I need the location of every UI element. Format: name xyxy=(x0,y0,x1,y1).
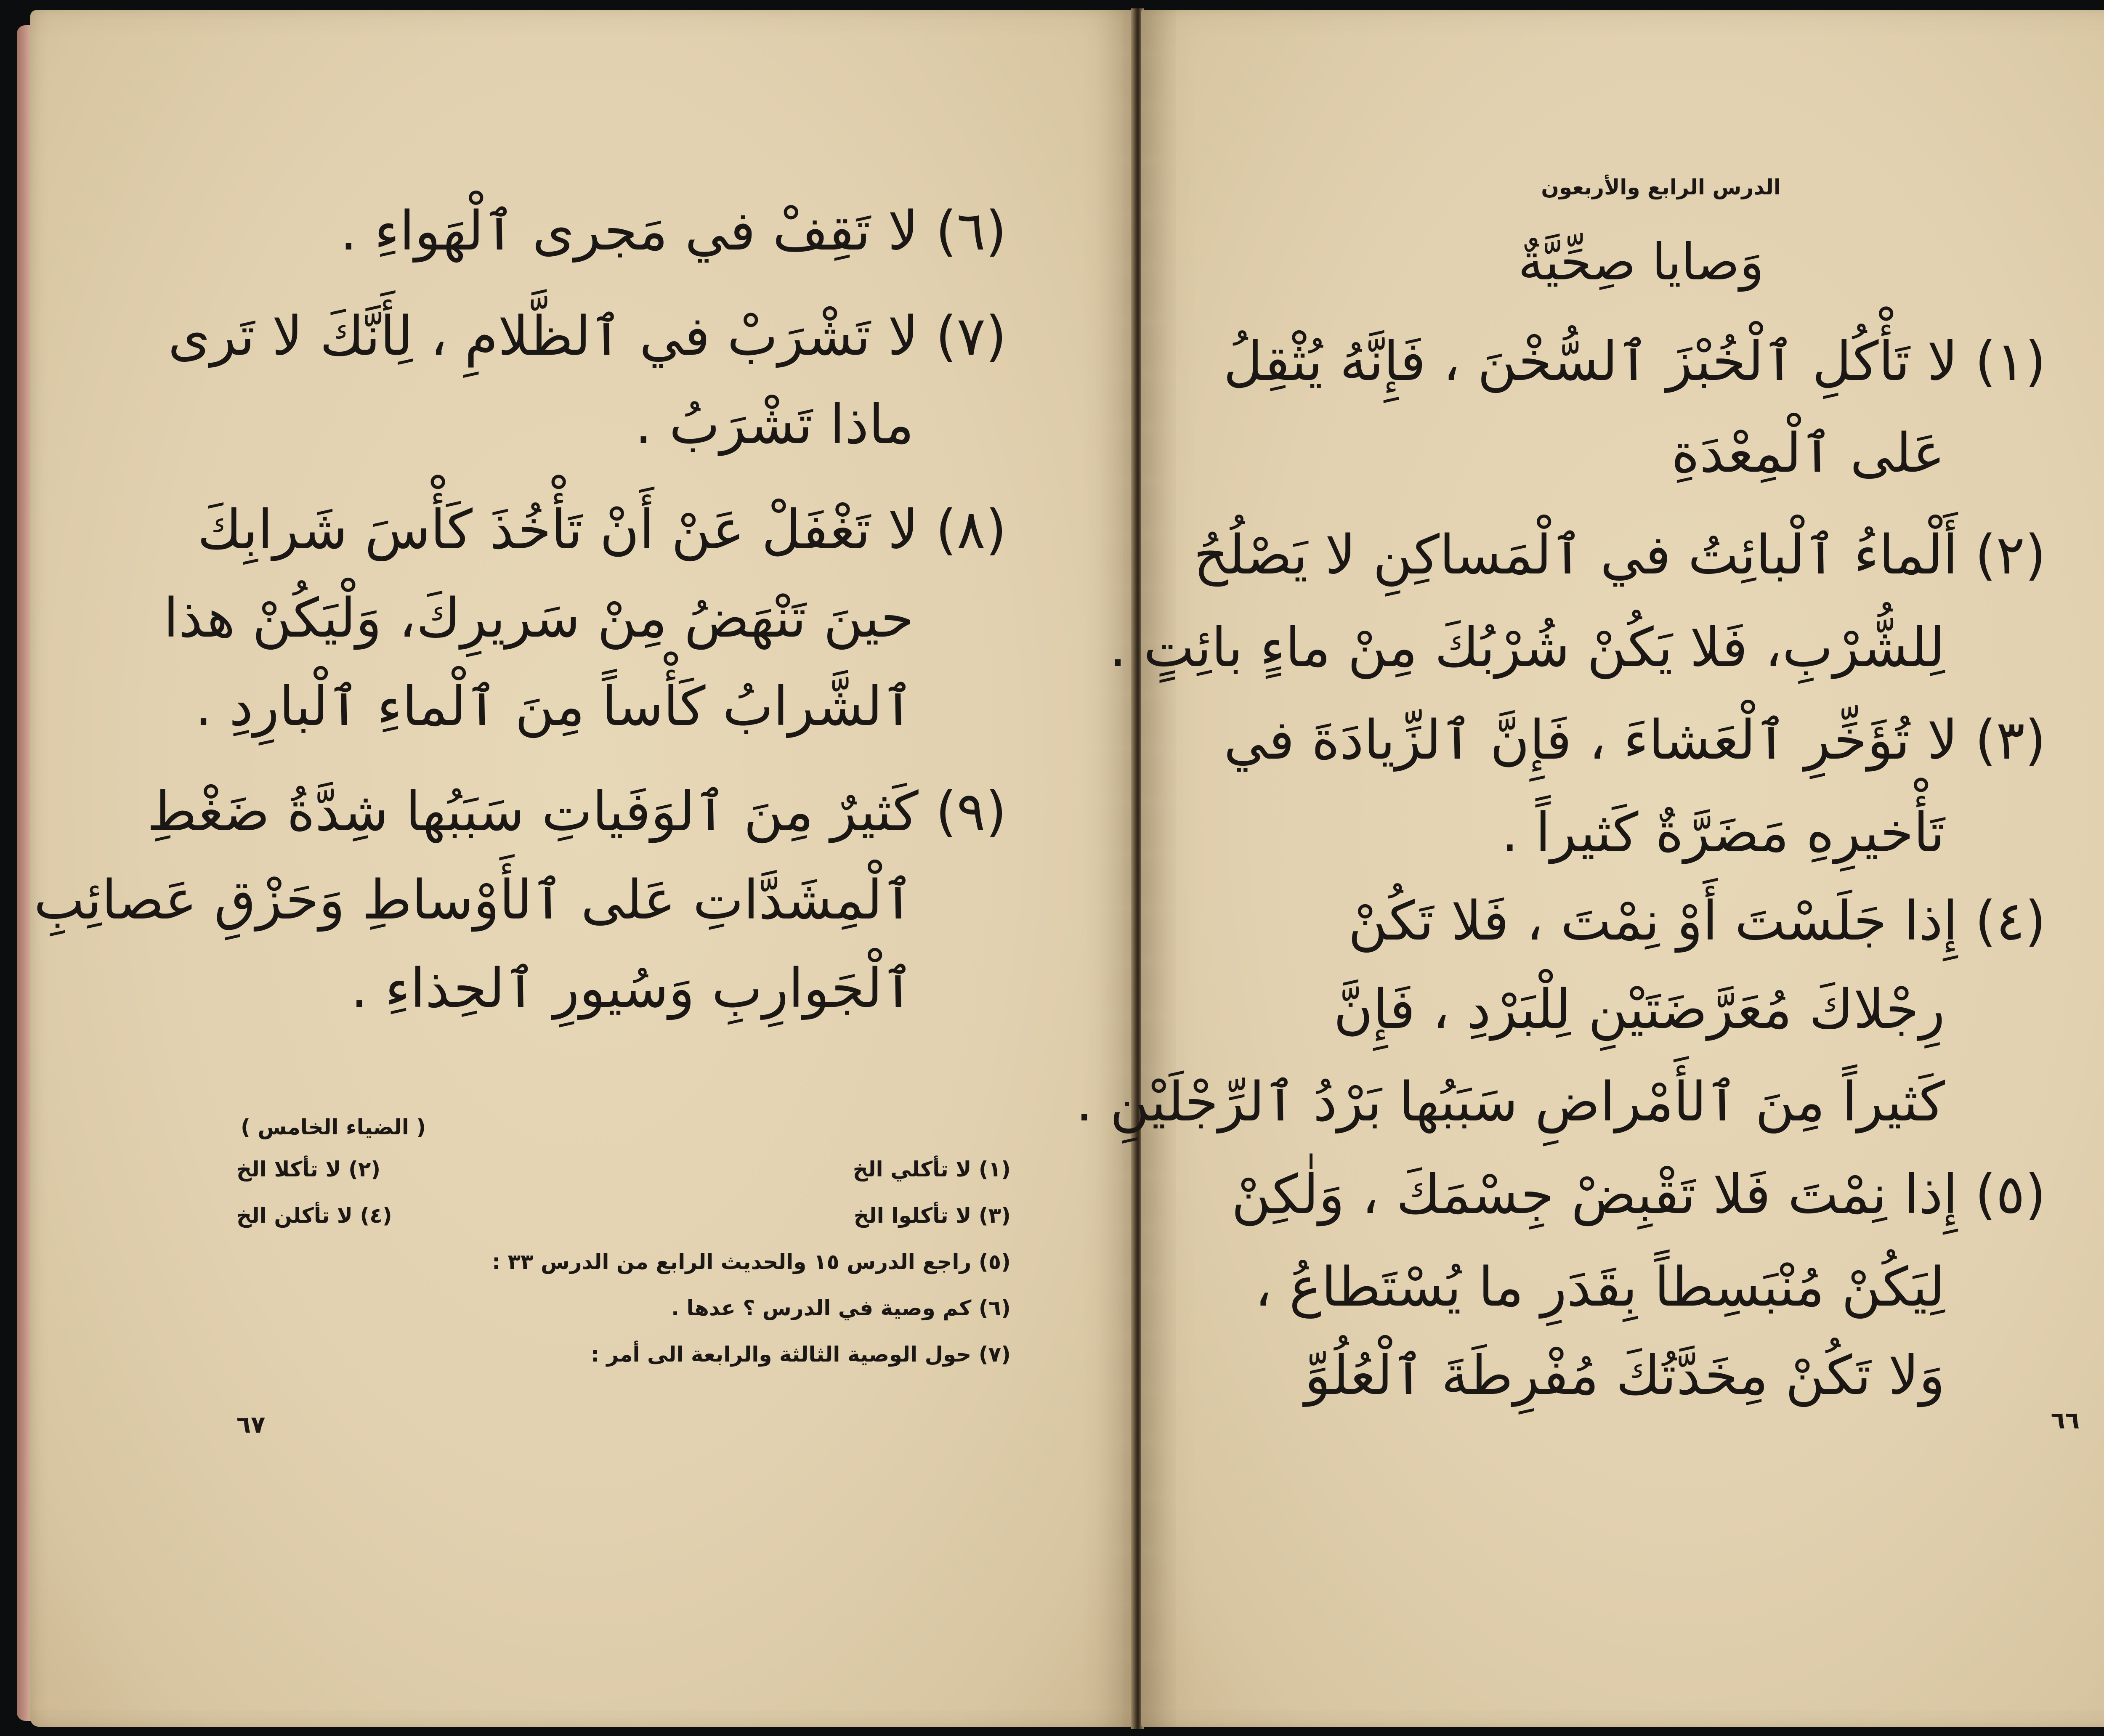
footnote-5: (٥) راجع الدرس ١٥ والحديث الرابع من الدرس ٣٣ : xyxy=(492,1250,1011,1274)
footnote-1: (١) لا تأكلي الخ xyxy=(853,1157,1011,1181)
right-line-1: (١) لا تَأْكُلِ ٱلْخُبْزَ ٱلسُّخْنَ ، فَإِنَّهُ يُثْقِلُ xyxy=(1223,330,2046,393)
right-line-4: لِلشُّرْبِ، فَلا يَكُنْ شُرْبُكَ مِنْ ماءٍ بائِتٍ . xyxy=(1109,616,1945,679)
left-line-8: ٱلْمِشَدَّاتِ عَلى ٱلأَوْساطِ وَحَزْقِ عَصائِبِ xyxy=(34,869,914,932)
left-line-1: (٦) لا تَقِفْ في مَجرى ٱلْهَواءِ . xyxy=(340,200,1007,263)
right-line-3: (٢) أَلْماءُ ٱلْبائِتُ في ٱلْمَساكِنِ لا يَصْلُحُ xyxy=(1193,524,2046,587)
right-line-5: (٣) لا تُؤَخِّرِ ٱلْعَشاءَ ، فَإِنَّ ٱلزِّيادَةَ في xyxy=(1224,709,2046,772)
lesson-header: الدرس الرابع والأربعون xyxy=(1541,175,1781,199)
right-line-9: كَثيراً مِنَ ٱلأَمْراضِ سَبَبُها بَرْدُ ٱلرِّجْلَيْنِ . xyxy=(1076,1071,1945,1133)
left-line-4: (٨) لا تَغْفَلْ عَنْ أَنْ تَأْخُذَ كَأْسَ شَرابِكَ xyxy=(197,499,1007,561)
footnote-2: (٢) لا تأكلا الخ xyxy=(236,1157,381,1181)
right-page-number: ٦٦ xyxy=(2051,1407,2080,1434)
left-line-9: ٱلْجَوارِبِ وَسُيورِ ٱلحِذاءِ . xyxy=(351,957,914,1020)
footnote-heading: ( الضياء الخامس ) xyxy=(241,1115,426,1139)
right-line-7: (٤) إِذا جَلَسْتَ أَوْ نِمْتَ ، فَلا تَكُنْ xyxy=(1348,890,2046,953)
left-line-7: (٩) كَثيرٌ مِنَ ٱلوَفَياتِ سَبَبُها شِدَّةُ ضَغْطِ xyxy=(147,780,1007,843)
left-line-3: ماذا تَشْرَبُ . xyxy=(635,393,914,456)
footnote-4: (٤) لا تأكلن الخ xyxy=(236,1203,392,1228)
footnote-7: (٧) حول الوصية الثالثة والرابعة الى أمر : xyxy=(590,1342,1011,1367)
footnote-3: (٣) لا تأكلوا الخ xyxy=(853,1203,1011,1228)
footnote-6: (٦) كم وصية في الدرس ؟ عدها . xyxy=(671,1296,1011,1320)
left-line-6: ٱلشَّرابُ كَأْساً مِنَ ٱلْماءِ ٱلْبارِدِ . xyxy=(195,675,914,738)
left-page-number: ٦٧ xyxy=(236,1411,266,1439)
right-line-12: وَلا تَكُنْ مِخَدَّتُكَ مُفْرِطَةَ ٱلْعُلُوِّ xyxy=(1304,1344,1945,1407)
right-line-10: (٥) إِذا نِمْتَ فَلا تَقْبِضْ جِسْمَكَ ، وَلٰكِنْ xyxy=(1231,1163,2046,1226)
lesson-title: وَصايا صِحِّيَّةٌ xyxy=(1518,233,1764,292)
right-line-8: رِجْلاكَ مُعَرَّضَتَيْنِ لِلْبَرْدِ ، فَإِنَّ xyxy=(1334,978,1945,1041)
right-line-11: لِيَكُنْ مُنْبَسِطاً بِقَدَرِ ما يُسْتَطاعُ ، xyxy=(1254,1256,1945,1319)
right-line-6: تَأْخيرِهِ مَضَرَّةٌ كَثيراً . xyxy=(1501,802,1945,864)
left-line-2: (٧) لا تَشْرَبْ في ٱلظَّلامِ ، لِأَنَّكَ لا تَرى xyxy=(168,305,1007,368)
right-line-2: عَلى ٱلْمِعْدَةِ xyxy=(1671,422,1945,485)
right-page xyxy=(1076,10,2104,1727)
left-line-5: حينَ تَنْهَضُ مِنْ سَريرِكَ، وَلْيَكُنْ هذا xyxy=(163,587,914,650)
left-page xyxy=(30,10,1133,1727)
